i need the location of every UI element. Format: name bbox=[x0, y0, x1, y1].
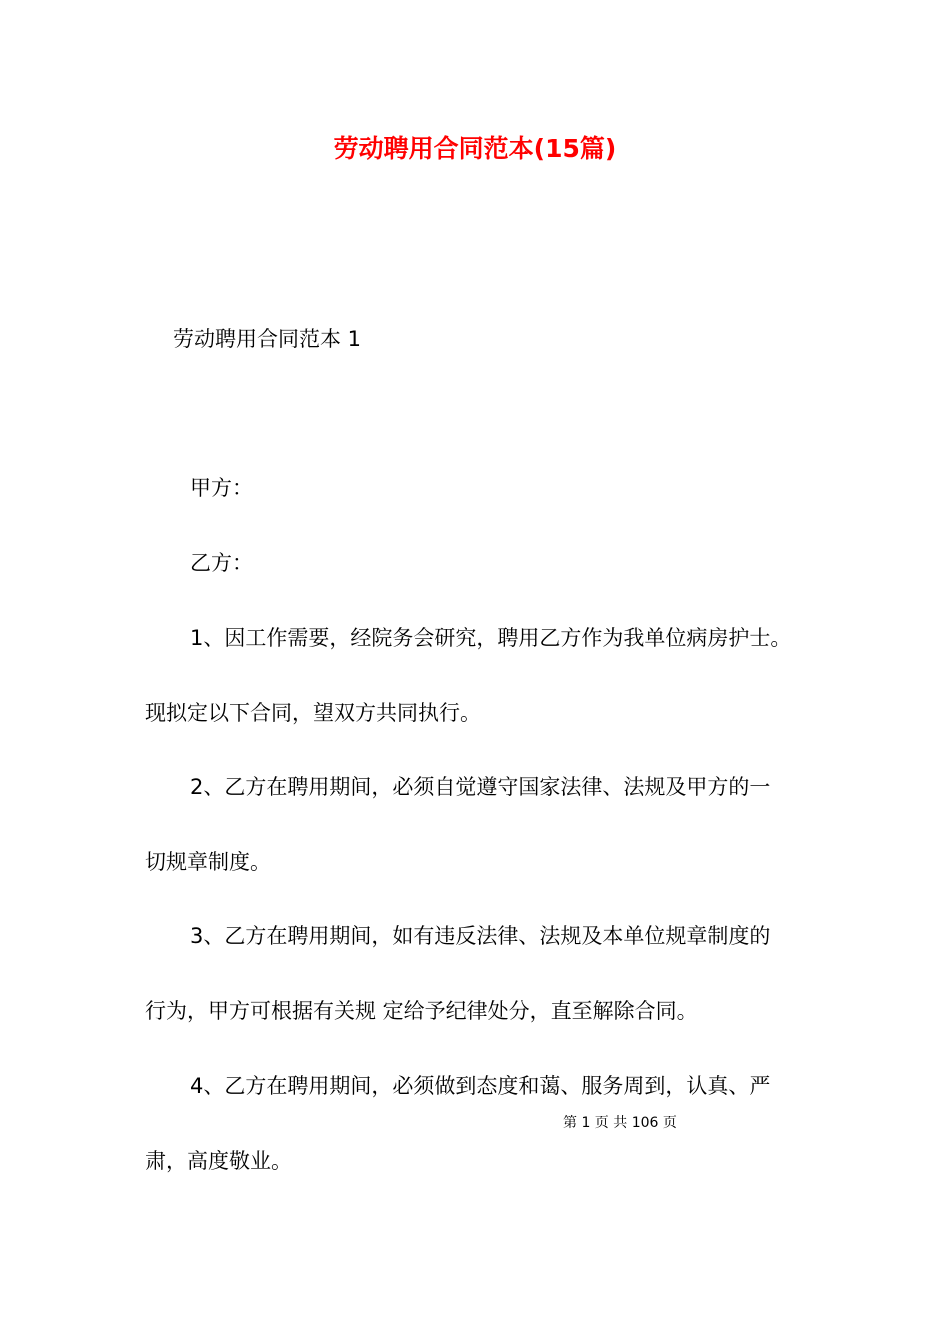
party-b-label: 乙方： bbox=[190, 551, 253, 575]
clause-1-line-2: 现拟定以下合同，望双方共同执行。 bbox=[145, 701, 481, 725]
section-title: 劳动聘用合同范本 1 bbox=[173, 327, 362, 351]
clause-1-line-1: 1、因工作需要，经院务会研究，聘用乙方作为我单位病房护士。 bbox=[190, 626, 792, 650]
document-title: 劳动聘用合同范本(15篇) bbox=[333, 134, 617, 163]
clause-3-line-1: 3、乙方在聘用期间，如有违反法律、法规及本单位规章制度的 bbox=[190, 924, 771, 948]
clause-2-line-1: 2、乙方在聘用期间，必须自觉遵守国家法律、法规及甲方的一 bbox=[190, 775, 771, 799]
clause-4-line-2: 肃，高度敬业。 bbox=[145, 1149, 292, 1173]
page-footer: 第 1 页 共 106 页 bbox=[563, 1115, 677, 1131]
party-a-label: 甲方： bbox=[190, 476, 253, 500]
clause-4-line-1: 4、乙方在聘用期间，必须做到态度和蔼、服务周到，认真、严 bbox=[190, 1074, 771, 1098]
clause-2-line-2: 切规章制度。 bbox=[145, 850, 271, 874]
clause-3-line-2: 行为，甲方可根据有关规 定给予纪律处分，直至解除合同。 bbox=[145, 999, 698, 1023]
